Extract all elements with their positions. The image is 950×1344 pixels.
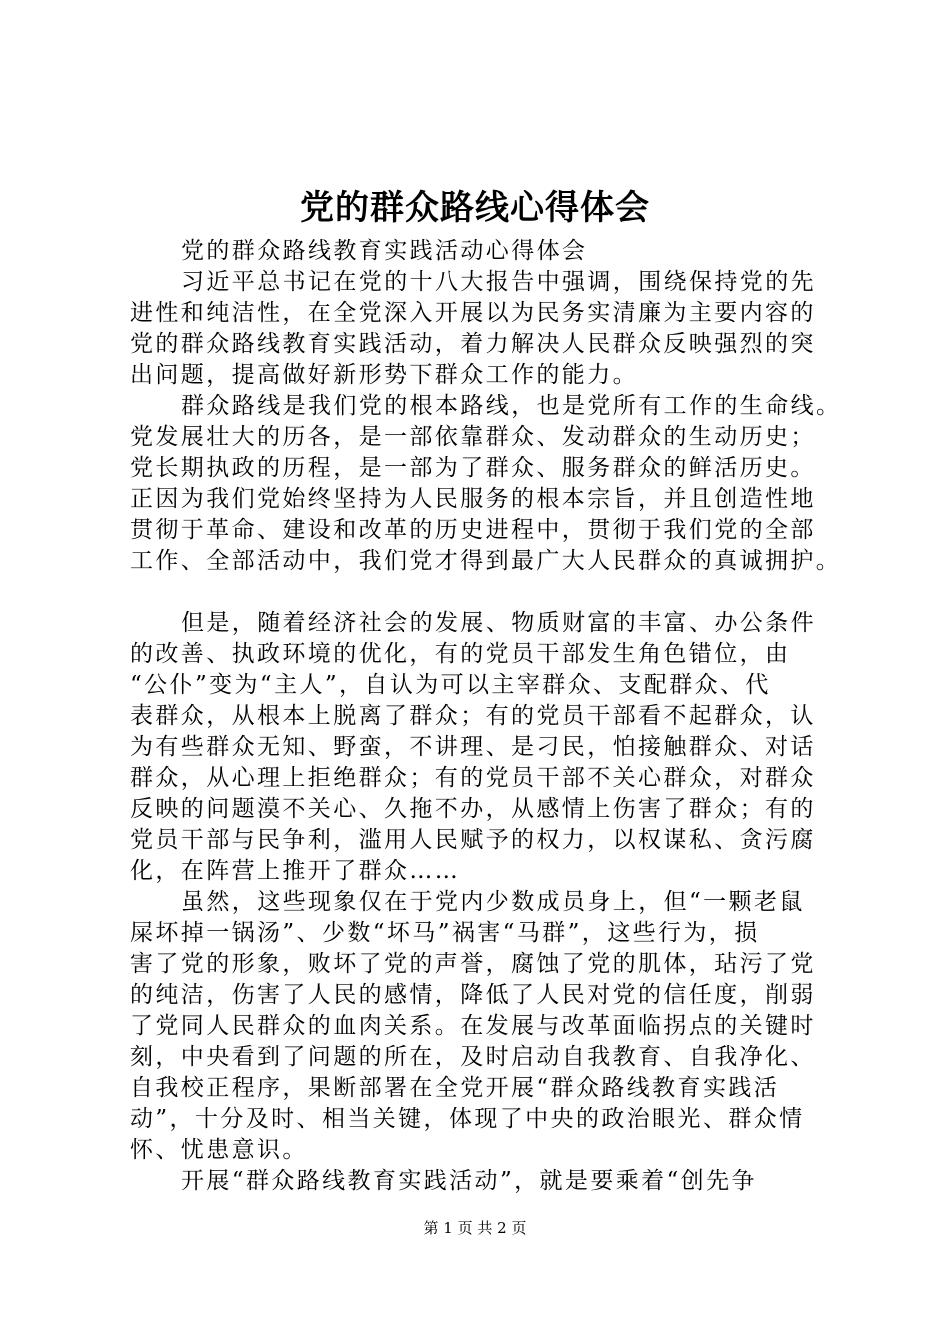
paragraph-line: 进性和纯洁性，在全党深入开展以为民务实清廉为主要内容的: [130, 300, 816, 326]
paragraph-line: 了党同人民群众的血肉关系。在发展与改革面临拐点的关键时: [130, 1013, 816, 1039]
paragraph-line: 的纯洁，伤害了人民的感情，降低了人民对党的信任度，削弱: [130, 982, 816, 1008]
page-footer: 第 1 页 共 2 页: [423, 1219, 527, 1237]
paragraph-line: 党员干部与民争利，滥用人民赋予的权力，以权谋私、贪污腐: [130, 827, 816, 853]
document-body: [130, 236, 842, 1197]
paragraph-line: 贯彻于革命、建设和改革的历史进程中，贯彻于我们党的全部: [130, 517, 816, 543]
paragraph-line: 怀、忧患意识。: [130, 1137, 308, 1163]
paragraph-line: 刻，中央看到了问题的所在，及时启动自我教育、自我净化、: [130, 1044, 816, 1070]
paragraph-line: 虽然，这些现象仅在于党内少数成员身上，但“一颗老鼠: [181, 889, 805, 915]
paragraph-line: 党发展壮大的历各，是一部依靠群众、发动群众的生动历史；: [130, 424, 816, 450]
paragraph-line: “公仆”变为“主人”，自认为可以主宰群众、支配群众、代: [130, 672, 771, 698]
paragraph-line: 但是，随着经济社会的发展、物质财富的丰富、办公条件: [181, 610, 816, 636]
paragraph-line: 表群众，从根本上脱离了群众；有的党员干部看不起群众，认: [130, 703, 816, 729]
paragraph-line: 自我校正程序，果断部署在全党开展“群众路线教育实践活: [130, 1075, 780, 1101]
paragraph-line: 动”，十分及时、相当关键，体现了中央的政治眼光、群众情: [130, 1106, 805, 1132]
paragraph-line: 害了党的形象，败坏了党的声誉，腐蚀了党的肌体，玷污了党: [130, 951, 816, 977]
paragraph-line: 出问题，提高做好新形势下群众工作的能力。: [130, 362, 638, 388]
paragraph-line: 党长期执政的历程，是一部为了群众、服务群众的鲜活历史。: [130, 455, 816, 481]
subtitle-line: 党的群众路线教育实践活动心得体会: [181, 238, 588, 264]
paragraph-line: 反映的问题漠不关心、久拖不办，从感情上伤害了群众；有的: [130, 796, 816, 822]
paragraph-line: 工作、全部活动中，我们党才得到最广大人民群众的真诚拥护。: [130, 548, 842, 574]
paragraph-line: 为有些群众无知、野蛮，不讲理、是刁民，怕接触群众、对话: [130, 734, 816, 760]
paragraph-line: 开展“群众路线教育实践活动”，就是要乘着“创先争: [181, 1168, 757, 1194]
paragraph-line: 党的群众路线教育实践活动，着力解决人民群众反映强烈的突: [130, 331, 816, 357]
paragraph-line: 的改善、执政环境的优化，有的党员干部发生角色错位，由: [130, 641, 791, 667]
paragraph-line: 正因为我们党始终坚持为人民服务的根本宗旨，并且创造性地: [130, 486, 816, 512]
paragraph-line: 习近平总书记在党的十八大报告中强调，围绕保持党的先: [181, 269, 816, 295]
paragraph-line: 群众路线是我们党的根本路线，也是党所有工作的生命线。: [181, 393, 842, 419]
paragraph-line: 群众，从心理上拒绝群众；有的党员干部不关心群众，对群众: [130, 765, 816, 791]
paragraph-line: 化，在阵营上推开了群众……: [130, 858, 461, 884]
blank-line: [130, 577, 830, 608]
paragraph-line: 屎坏掉一锅汤”、少数“坏马”祸害“马群”，这些行为，损: [130, 920, 760, 946]
document-title: 党的群众路线心得体会: [300, 188, 650, 228]
